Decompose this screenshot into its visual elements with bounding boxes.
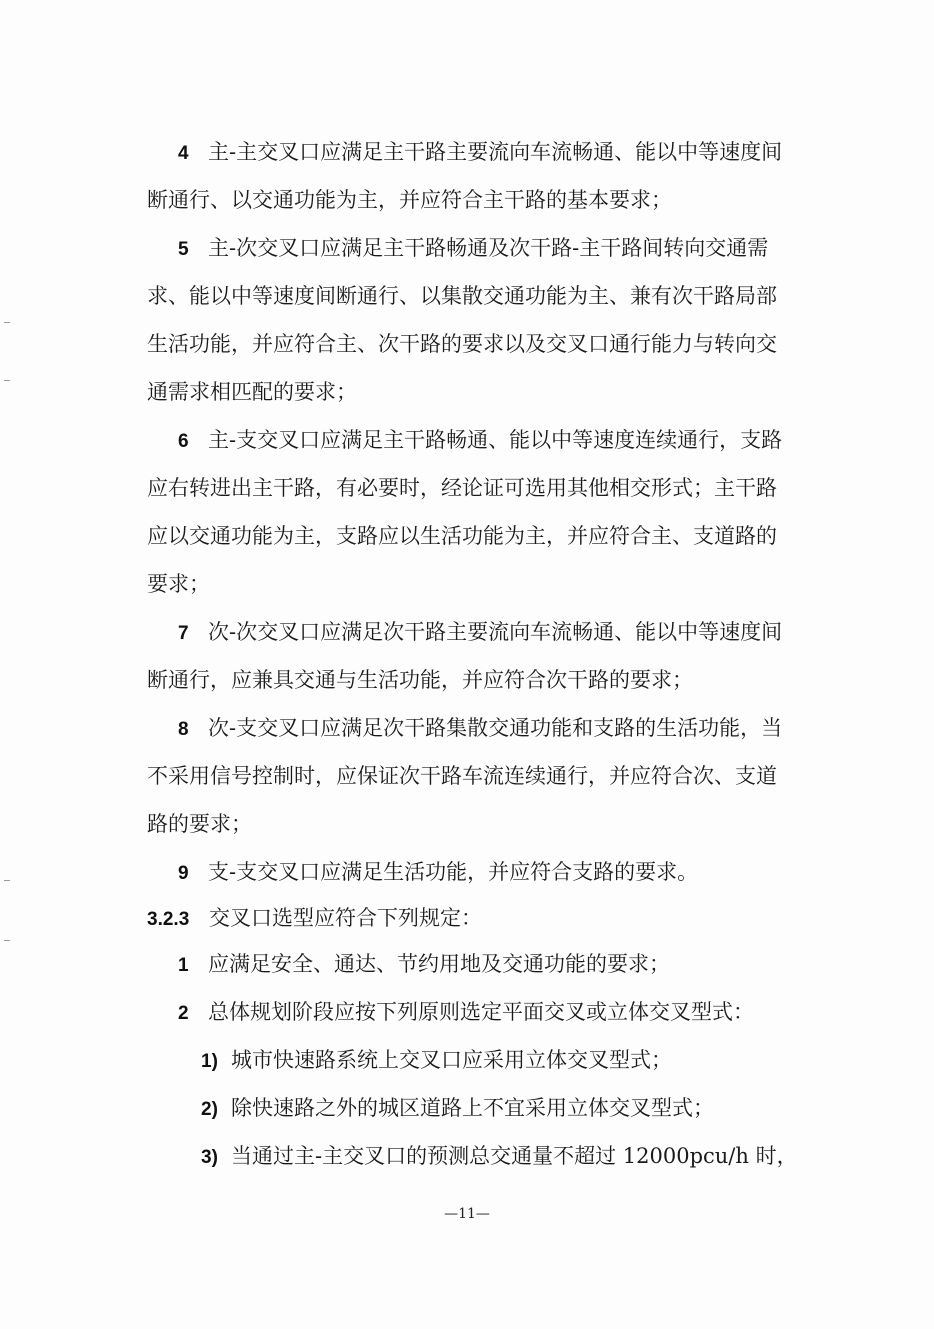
scan-mark [4, 380, 10, 381]
clause-text: 路的要求； [147, 812, 252, 836]
clause-8-line-2 [147, 752, 797, 800]
scan-mark [4, 322, 10, 323]
clause-4-line-2 [147, 176, 797, 224]
clause-text: 次-支交叉口应满足次干路集散交通功能和支路的生活功能，当 [208, 716, 783, 740]
clause-6-line-3 [147, 512, 797, 560]
subitem-3-line [201, 1132, 798, 1180]
clause-number: 6 [178, 431, 189, 452]
item-text: 总体规划阶段应按下列原则选定平面交叉或立体交叉型式： [208, 1000, 754, 1024]
clause-8-line-3 [147, 800, 797, 848]
clause-5-line-1 [178, 224, 798, 272]
subitem-1-line [201, 1036, 798, 1084]
scan-mark [4, 940, 10, 941]
clause-text: 要求； [147, 572, 210, 596]
clause-text: 生活功能，并应符合主、次干路的要求以及交叉口通行能力与转向交 [147, 332, 777, 356]
item-number: 1 [178, 955, 189, 976]
clause-6-line-4 [147, 560, 797, 608]
clause-text: 应以交通功能为主，支路应以生活功能为主，并应符合主、支道路的 [147, 524, 777, 548]
subitem-number: 1) [201, 1051, 218, 1072]
section-number: 3.2.3 [147, 909, 190, 930]
clause-number: 8 [178, 719, 189, 740]
section-3-2-3-heading [147, 894, 797, 942]
clause-text: 支-支交叉口应满足生活功能，并应符合支路的要求。 [208, 860, 699, 884]
clause-9-line-1 [178, 848, 798, 896]
item-text: 应满足安全、通达、节约用地及交通功能的要求； [208, 952, 670, 976]
subitem-2-line [201, 1084, 798, 1132]
clause-5-line-3 [147, 320, 797, 368]
clause-7-line-1 [178, 608, 798, 656]
section-text: 交叉口选型应符合下列规定： [209, 906, 482, 930]
clause-7-line-2 [147, 656, 797, 704]
clause-number: 9 [178, 863, 189, 884]
clause-6-line-2 [147, 464, 797, 512]
clause-text: 求、能以中等速度间断通行、以集散交通功能为主、兼有次干路局部 [147, 284, 777, 308]
clause-text: 断通行、以交通功能为主，并应符合主干路的基本要求； [147, 188, 672, 212]
clause-8-line-1 [178, 704, 798, 752]
item-2-line [178, 988, 798, 1036]
clause-4-line-1 [178, 128, 798, 176]
clause-text: 主-次交叉口应满足主干路畅通及次干路-主干路间转向交通需 [208, 236, 769, 260]
scan-mark [4, 880, 10, 881]
clause-number: 5 [178, 239, 189, 260]
clause-text: 主-支交叉口应满足主干路畅通、能以中等速度连续通行，支路 [208, 428, 783, 452]
clause-number: 4 [178, 143, 189, 164]
item-number: 2 [178, 1003, 189, 1024]
subitem-text: 当通过主-主交叉口的预测总交通量不超过 12000pcu/h 时， [231, 1144, 798, 1168]
clause-5-line-2 [147, 272, 797, 320]
clause-text: 应右转进出主干路，有必要时，经论证可选用其他相交形式；主干路 [147, 476, 777, 500]
clause-text: 断通行，应兼具交通与生活功能，并应符合次干路的要求； [147, 668, 693, 692]
clause-text: 通需求相匹配的要求； [147, 380, 357, 404]
page-number: —11— [444, 1206, 490, 1222]
clause-6-line-1 [178, 416, 798, 464]
item-1-line [178, 940, 798, 988]
clause-text: 主-主交叉口应满足主干路主要流向车流畅通、能以中等速度间 [208, 140, 783, 164]
subitem-text: 城市快速路系统上交叉口应采用立体交叉型式； [231, 1048, 672, 1072]
clause-5-line-4 [147, 368, 797, 416]
clause-text: 不采用信号控制时，应保证次干路车流连续通行，并应符合次、支道 [147, 764, 777, 788]
clause-text: 次-次交叉口应满足次干路主要流向车流畅通、能以中等速度间 [208, 620, 783, 644]
subitem-text: 除快速路之外的城区道路上不宜采用立体交叉型式； [231, 1096, 714, 1120]
subitem-number: 2) [201, 1099, 218, 1120]
subitem-number: 3) [201, 1147, 218, 1168]
clause-number: 7 [178, 623, 189, 644]
